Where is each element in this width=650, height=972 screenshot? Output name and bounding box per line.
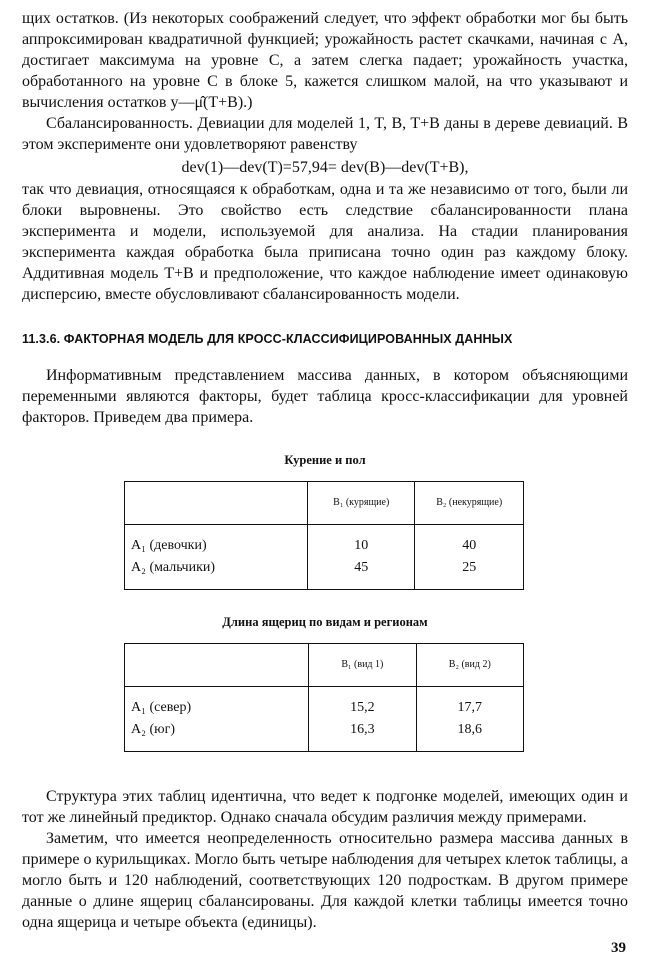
table-cell: 16,3 — [309, 719, 416, 752]
table-row — [125, 719, 524, 752]
table-cell: 17,7 — [416, 687, 523, 720]
table-row — [125, 525, 524, 558]
page-content — [22, 8, 628, 933]
row-label: A₂ (мальчики) — [125, 557, 308, 590]
table-row — [125, 557, 524, 590]
table-caption-smoking: Курение и пол — [284, 453, 366, 467]
paragraph-cross-classification: Информативным представлением массива данных, в котором объясняющими переменными являются факторы, будет таблица кросс-классификации для уровней факторов. Приведем два примера. — [22, 367, 628, 426]
column-header: B₁ (вид 1) — [309, 644, 416, 687]
paragraph-balance: Сбалансированность. Девиации для моделей 1, T, B, T+B даны в дереве девиаций. В этом эксперименте они удовлетворяют равенству — [22, 115, 628, 153]
paragraph-balance-explanation: так что девиация, относящаяся к обработкам, одна и та же независимо от того, были ли блоки выровнены. Это свойство есть следствие сбалансированности плана эксперимента и модели, используемой для анализа. На стадии планирования эксперимента каждая обработка была приписана точно один раз каждому блоку. Аддитивная модель T+B и предположение, что каждое наблюдение имеет одинаковую дисперсию, вместе обусловливают сбалансированность модели. — [22, 181, 628, 303]
row-label: A₁ (девочки) — [125, 525, 308, 558]
paragraph-structure: Структура этих таблиц идентична, что ведет к подгонке моделей, имеющих один и тот же линейный предиктор. Однако сначала обсудим различия между примерами. — [22, 788, 628, 826]
lizard-length-table — [124, 643, 524, 752]
row-label: A₁ (север) — [125, 687, 309, 720]
column-header: B₁ (курящие) — [307, 482, 414, 525]
header-blank-cell — [125, 482, 308, 525]
header-blank-cell — [125, 644, 309, 687]
column-header: B₂ (некурящие) — [415, 482, 524, 525]
table-caption-lizards: Длина ящериц по видам и регионам — [222, 615, 428, 629]
table-header-row — [125, 644, 524, 687]
table-row — [125, 687, 524, 720]
table-cell: 25 — [415, 557, 524, 590]
smoking-gender-table — [124, 481, 524, 590]
table-cell: 15,2 — [309, 687, 416, 720]
page-number: 39 — [611, 940, 626, 956]
row-label: A₂ (юг) — [125, 719, 309, 752]
paragraph-residuals: щих остатков. (Из некоторых соображений следует, что эффект обработки мог бы быть аппроксимирован квадратичной функцией; урожайность растет скачками, начиная с A, достигает максимума на уровне C, а затем слегка падает; урожайность участка, обработанного на уровне C в блоке 5, кажется слишком малой, на что указывают и вычисления остатков y—μ̂(T+B).) — [22, 10, 628, 111]
table-cell: 45 — [307, 557, 414, 590]
table-cell: 18,6 — [416, 719, 523, 752]
table-cell: 40 — [415, 525, 524, 558]
section-heading: 11.3.6. ФАКТОРНАЯ МОДЕЛЬ ДЛЯ КРОСС-КЛАССИФИЦИРОВАННЫХ ДАННЫХ — [22, 332, 513, 346]
deviance-equation: dev(1)—dev(T)=57,94= dev(B)—dev(T+B), — [181, 159, 469, 176]
table-cell: 10 — [307, 525, 414, 558]
table-header-row — [125, 482, 524, 525]
column-header: B₂ (вид 2) — [416, 644, 523, 687]
paragraph-uncertainty: Заметим, что имеется неопределенность относительно размера массива данных в примере о курильщиках. Могло быть четыре наблюдения для четырех клеток таблицы, а могло быть и 120 наблюдений, соответствующих 120 подросткам. В другом примере данные о длине ящериц сбалансированы. Для каждой клетки таблицы имеется точно одна ящерица и четыре объекта (единицы). — [22, 830, 628, 931]
